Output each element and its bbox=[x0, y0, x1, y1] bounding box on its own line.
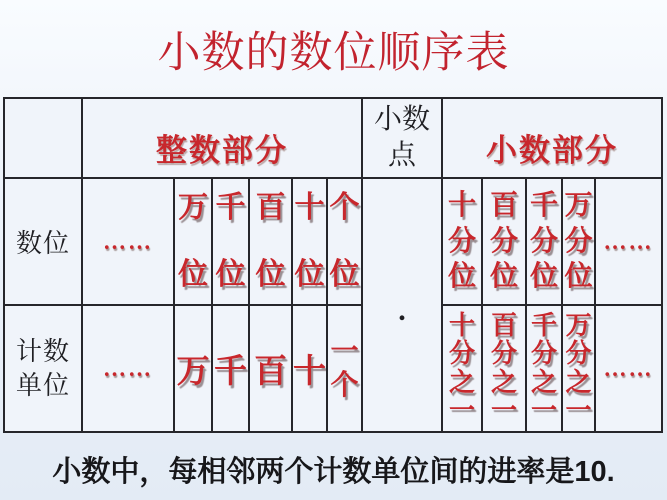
unit-cell-shi bbox=[293, 306, 326, 431]
header-integer-part bbox=[83, 99, 361, 177]
header-decimal-part bbox=[443, 99, 661, 177]
unit-cell-qian bbox=[213, 306, 248, 431]
unit-text: 千 bbox=[214, 354, 247, 390]
ellipsis-decimal-units bbox=[596, 306, 661, 431]
unit-text: 百 bbox=[254, 354, 287, 390]
digit-cell-qianfenwei: 千 分 位 bbox=[527, 179, 561, 304]
unit-cell-wanfenzhiyi: 万 分 之 一 bbox=[563, 306, 594, 431]
unit-cell-qianfenzhiyi: 千 分 之 一 bbox=[527, 306, 561, 431]
decimal-point-dot-cell bbox=[363, 179, 441, 431]
digit-cell-shiwei: 十 位 bbox=[293, 179, 326, 304]
digit-cell-qianwei: 千 位 bbox=[213, 179, 248, 304]
ellipsis-text: …… bbox=[103, 228, 153, 254]
digit-cell-baifenwei: 百 分 位 bbox=[483, 179, 525, 304]
ellipsis-text: …… bbox=[603, 228, 654, 254]
digit-cell-gewei: 个 位 bbox=[328, 179, 361, 304]
unit-text: 十 bbox=[293, 354, 326, 390]
ellipsis-decimal-digits bbox=[596, 179, 661, 304]
unit-cell-yi-ge: 一 个 bbox=[328, 306, 361, 431]
decimal-point-label: 小数点 bbox=[373, 103, 430, 171]
digit-cell-wanwei: 万 位 bbox=[175, 179, 211, 304]
unit-cell-shifenzhiyi: 十 分 之 一 bbox=[443, 306, 481, 431]
ellipsis-text: …… bbox=[103, 355, 153, 381]
page-title: 小数的数位顺序表 bbox=[157, 30, 510, 77]
unit-cell-bai bbox=[250, 306, 291, 431]
digit-cell-shifenwei: 十 分 位 bbox=[443, 179, 481, 304]
row-label-units bbox=[5, 306, 81, 431]
ellipsis-integer-digits bbox=[83, 179, 173, 304]
digit-cell-wanfenwei: 万 分 位 bbox=[563, 179, 594, 304]
header-decimal-point bbox=[363, 99, 441, 177]
decimal-point-dot: . bbox=[398, 294, 406, 327]
digits-label: 数位 bbox=[15, 229, 70, 258]
footer-note: 小数中，每相邻两个计数单位间的进率是10. bbox=[52, 456, 615, 488]
header-corner-cell bbox=[5, 99, 81, 177]
integer-part-label: 整数部分 bbox=[156, 133, 288, 168]
row-label-digits bbox=[5, 179, 81, 304]
place-value-table bbox=[3, 97, 663, 433]
unit-cell-baifenzhiyi: 百 分 之 一 bbox=[483, 306, 525, 431]
unit-cell-wan bbox=[175, 306, 211, 431]
decimal-part-label: 小数部分 bbox=[486, 133, 618, 168]
ellipsis-text: …… bbox=[603, 355, 654, 381]
unit-text: 万 bbox=[176, 354, 210, 390]
digit-cell-baiwei: 百 位 bbox=[250, 179, 291, 304]
units-label: 计数单位 bbox=[15, 336, 70, 400]
ellipsis-integer-units bbox=[83, 306, 173, 431]
